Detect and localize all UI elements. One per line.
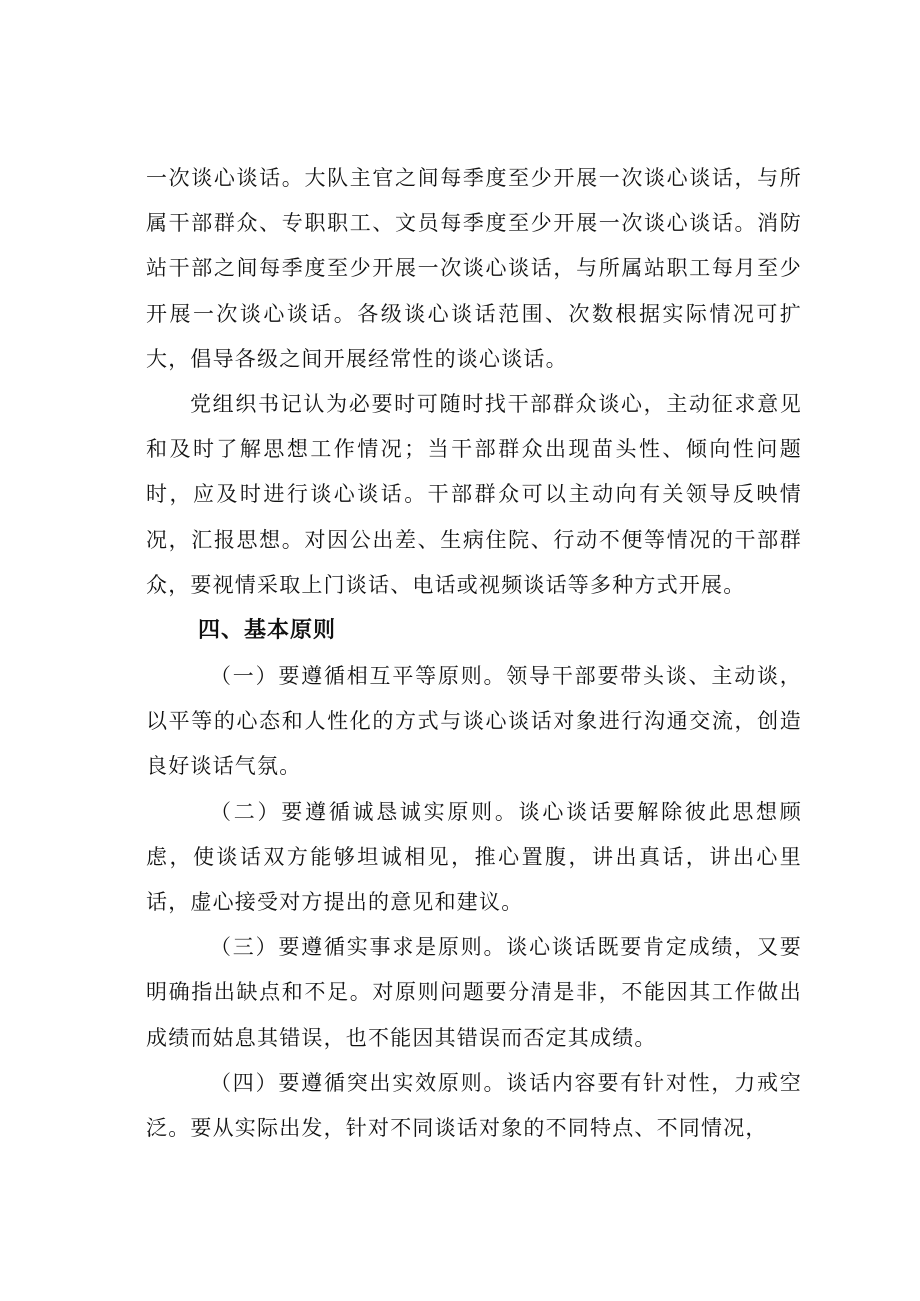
paragraph-party-secretary: 党组织书记认为必要时可随时找干部群众谈心，主动征求意见和及时了解思想工作情况；当干部群众出现苗头性、倾向性问题时，应及时进行谈心谈话。干部群众可以主动向有关领导反映情况，汇报思想。对因公出差、生病住院、行动不便等情况的干部群众，要视情采取上门谈话、电话或视频谈话等多种方式开展。 — [146, 392, 802, 597]
section-heading-basic-principles: 四、基本原则 — [198, 618, 337, 644]
document-page — [146, 156, 802, 1151]
principle-seek-truth: （三）要遵循实事求是原则。谈心谈话既要肯定成绩，又要明确指出缺点和不足。对原则问题要分清是非，不能因其工作做出成绩而姑息其错误，也不能因其错误而否定其成绩。 — [146, 935, 802, 1050]
principle-effectiveness: （四）要遵循突出实效原则。谈话内容要有针对性，力戒空泛。要从实际出发，针对不同谈话对象的不同特点、不同情况， — [146, 1070, 802, 1141]
principle-equality: （一）要遵循相互平等原则。领导干部要带头谈、主动谈，以平等的心态和人性化的方式与谈心谈话对象进行沟通交流，创造良好谈话气氛。 — [146, 664, 802, 779]
principle-sincerity: （二）要遵循诚恳诚实原则。谈心谈话要解除彼此思想顾虑，使谈话双方能够坦诚相见，推心置腹，讲出真话，讲出心里话，虚心接受对方提出的意见和建议。 — [146, 799, 802, 915]
paragraph-talk-frequency: 一次谈心谈话。大队主官之间每季度至少开展一次谈心谈话，与所属干部群众、专职职工、文员每季度至少开展一次谈心谈话。消防站干部之间每季度至少开展一次谈心谈话，与所属站职工每月至少开展一次谈心谈话。各级谈心谈话范围、次数根据实际情况可扩大，倡导各级之间开展经常性的谈心谈话。 — [146, 166, 802, 371]
